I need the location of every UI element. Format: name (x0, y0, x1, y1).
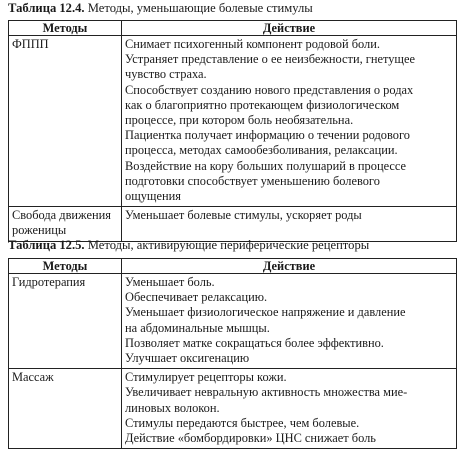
method-name-line: роженицы (12, 223, 67, 238)
table-title: Методы, уменьшающие болевые стимулы (87, 1, 313, 15)
table-body (9, 274, 457, 449)
method-name-line: Массаж (12, 370, 54, 385)
action-cell (122, 36, 457, 207)
action-text-line: чувство страха. (125, 67, 207, 82)
table-header-row (9, 21, 457, 36)
action-text-line: Увеличивает невральную активность множества мие- (125, 385, 408, 400)
action-text-line: Стимулы передаются быстрее, чем болевые. (125, 415, 360, 430)
table-title: Методы, активирующие периферические рецепторы (87, 238, 370, 252)
table-pain-reduction-methods (8, 20, 457, 242)
action-text-line: Стимулирует рецепторы кожи. (125, 370, 287, 385)
action-cell (122, 369, 457, 449)
action-text-line: Обеспечивает релаксацию. (125, 290, 268, 305)
table-caption (8, 1, 313, 16)
table-row (9, 36, 457, 207)
action-text-line: процессе, при котором боль необязательна. (125, 113, 354, 128)
method-name-line: Свобода движения (12, 208, 111, 223)
action-text-line: Уменьшает болевые стимулы, ускоряет роды (125, 208, 362, 223)
table-row (9, 369, 457, 449)
action-text-line: Действие «бомбордировки» ЦНС снижает боль (125, 431, 376, 446)
action-text-line: как о благоприятно протекающем физиологическом (125, 97, 400, 112)
method-name-line: Гидротерапия (12, 275, 86, 289)
column-header-methods: Методы (9, 259, 122, 274)
action-text-line: на абдоминальные мышцы. (125, 320, 270, 335)
action-text-line: подготовки способствует уменьшению болевого (125, 173, 380, 188)
table-row (9, 207, 457, 241)
table-number: Таблица 12.5. (8, 238, 85, 252)
action-cell (122, 274, 457, 369)
action-text-line: Воздействие на кору больших полушарий в процессе (125, 158, 407, 173)
table-caption (8, 238, 369, 253)
action-text-line: процесса, методах самообезболивания, релаксации. (125, 143, 398, 158)
action-text-line: Пациентка получает информацию о течении родового (125, 128, 410, 143)
column-header-action: Действие (122, 259, 457, 274)
action-text-line: Способствует созданию нового представления о родах (125, 82, 414, 97)
table-body (9, 36, 457, 242)
column-header-action: Действие (122, 21, 457, 36)
action-text-line: Улучшает оксигенацию (125, 351, 250, 366)
method-cell (9, 369, 122, 449)
column-header-methods: Методы (9, 21, 122, 36)
action-text-line: ощущения (125, 189, 181, 204)
action-cell (122, 207, 457, 241)
action-text-line: Уменьшает боль. (125, 275, 215, 289)
action-text-line: Снимает психогенный компонент родовой боли. (125, 37, 380, 51)
method-cell (9, 274, 122, 369)
action-text-line: Позволяет матке сокращаться более эффективно. (125, 335, 384, 350)
method-cell (9, 36, 122, 207)
table-header-row (9, 259, 457, 274)
table-row (9, 274, 457, 369)
table-number: Таблица 12.4. (8, 1, 85, 15)
method-name-line: ФППП (12, 37, 49, 51)
action-text-line: линовых волокон. (125, 400, 220, 415)
action-text-line: Устраняет представление о ее неизбежности, гнетущее (125, 52, 415, 67)
action-text-line: Уменьшает физиологическое напряжение и давление (125, 305, 406, 320)
table-receptor-activation-methods (8, 258, 457, 449)
method-cell (9, 207, 122, 241)
